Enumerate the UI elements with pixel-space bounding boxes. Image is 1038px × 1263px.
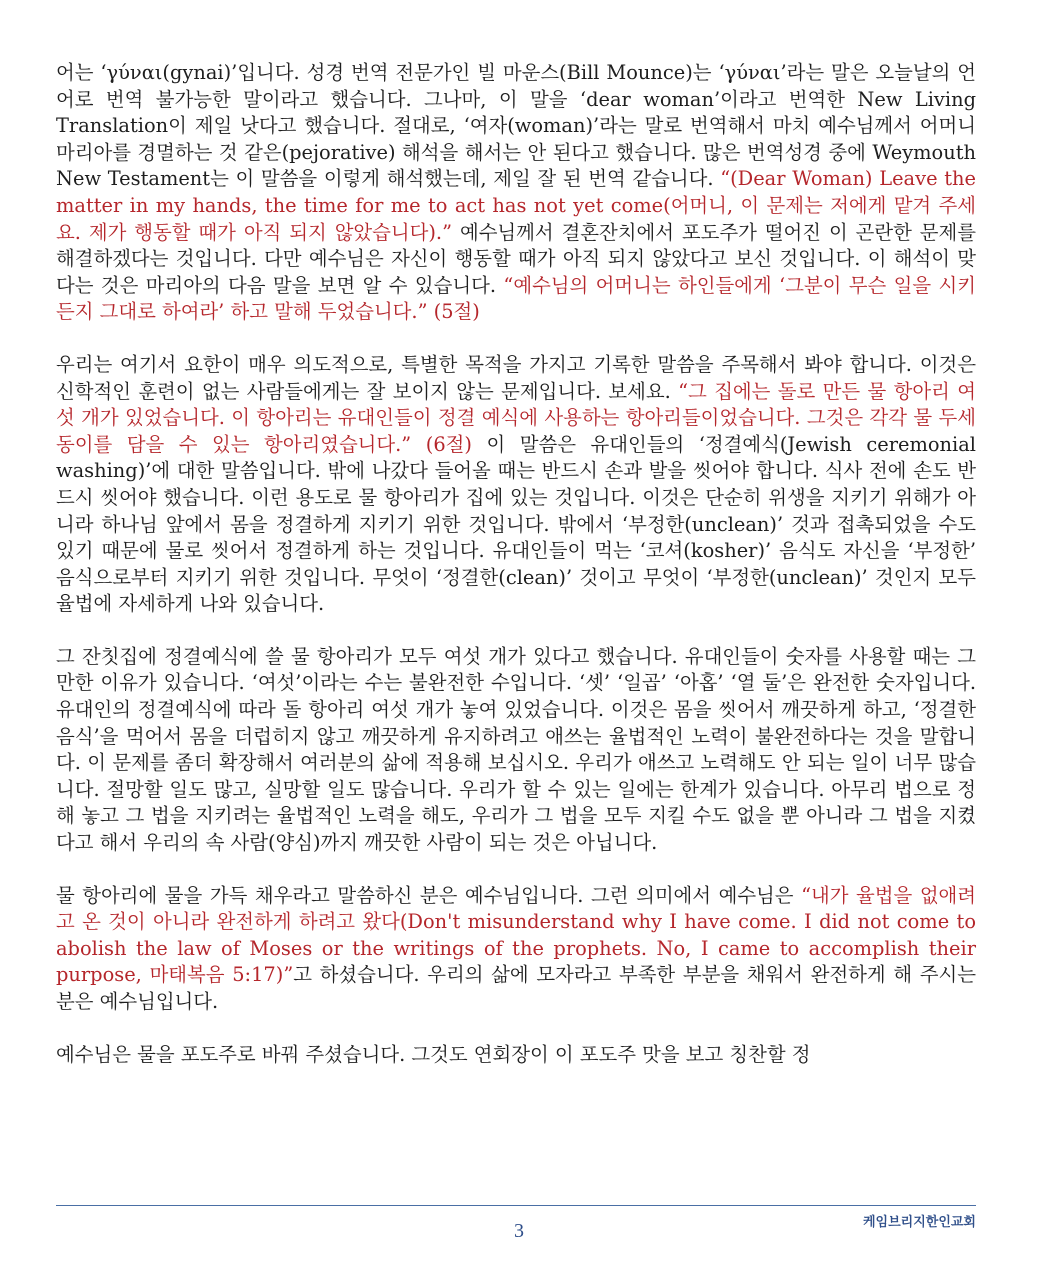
quote-run: “그 집에는 돌로 만든 물 항아리 여섯 개가 있었습니다. 이 항아리는 유대인들이 정결 예식에 사용하는 항아리들이었습니다. 그것은 각각 물 두세 동이를 담을 수 있는 항아리였습니다.” (6절) (56, 379, 976, 456)
quote-run: “내가 율법을 없애려고 온 것이 아니라 완전하게 하려고 왔다(Don't misunderstand why I have come. I did not come to abolish the law of Moses or the writings of the prophets. No, I came to accomplish their purpose, 마태복음 5:17)” (56, 883, 977, 987)
church-name: 케임브리지한인교회 (862, 1215, 976, 1230)
quote-run: “예수님의 어머니는 하인들에게 ‘그분이 무슨 일을 시키든지 그대로 하여라’ 하고 말해 두었습니다.” (5절) (56, 273, 977, 324)
quote-run: “(Dear Woman) Leave the matter in my hands, the time for me to act has not yet come(어머니, 이 문제는 저에게 맡겨 주세요. 제가 행동할 때가 아직 되지 않았습니다).” (56, 167, 976, 244)
paragraph-1 (56, 60, 976, 326)
text-run: 어는 ‘γύναι(gynai)’입니다. 성경 번역 전문가인 빌 마운스(Bill Mounce)는 ‘γύναι’라는 말은 오늘날의 언어로 번역 불가능한 말이라고 했습니다. 그나마, 이 말을 ‘dear woman’이라고 번역한 New Living Translation이 제일 낫다고 했습니다. 절대로, ‘여자(woman)’라는 말로 번역해서 마치 예수님께서 어머니 마리아를 경멸하는 것 같은(pejorative) 해석을 해서는 안 된다고 했습니다. 많은 번역성경 중에 Weymouth New Testament는 이 말씀을 이렇게 해석했는데, 제일 잘 된 번역 같습니다. (56, 61, 976, 191)
paragraph-3 (56, 644, 976, 857)
paragraph-5 (56, 1042, 976, 1069)
footer-divider (56, 1205, 976, 1206)
text-run: 물 항아리에 물을 가득 채우라고 말씀하신 분은 예수님입니다. 그런 의미에서 예수님은 (56, 883, 802, 907)
text-run: 예수님은 물을 포도주로 바꿔 주셨습니다. 그것도 연회장이 이 포도주 맛을 보고 칭찬할 정 (56, 1042, 811, 1066)
paragraph-4 (56, 883, 976, 1016)
text-run: 우리는 여기서 요한이 매우 의도적으로, 특별한 목적을 가지고 기록한 말씀을 주목해서 봐야 합니다. 이것은 신학적인 훈련이 없는 사람들에게는 잘 보이지 않는 문제입니다. 보세요. (56, 352, 976, 403)
paragraph-2 (56, 352, 976, 618)
page-number: 3 (514, 1220, 524, 1242)
page-body (56, 60, 976, 1094)
text-run: 이 말씀은 유대인들의 ‘정결예식(Jewish ceremonial washing)’에 대한 말씀입니다. 밖에 나갔다 들어올 때는 반드시 손과 발을 씻어야 합니다. 식사 전에 손도 반드시 씻어야 했습니다. 이런 용도로 물 항아리가 집에 있는 것입니다. 이것은 단순히 위생을 지키기 위해가 아니라 하나님 앞에서 몸을 정결하게 지키기 위한 것입니다. 밖에서 ‘부정한(unclean)’ 것과 접촉되었을 수도 있기 때문에 물로 씻어서 정결하게 하는 것입니다. 유대인들이 먹는 ‘코셔(kosher)’ 음식도 자신을 ‘부정한’ 음식으로부터 지키기 위한 것입니다. 무엇이 ‘정결한(clean)’ 것이고 무엇이 ‘부정한(unclean)’ 것인지 모두 율법에 자세하게 나와 있습니다. (56, 432, 976, 616)
text-run: 그 잔칫집에 정결예식에 쓸 물 항아리가 모두 여섯 개가 있다고 했습니다. 유대인들이 숫자를 사용할 때는 그만한 이유가 있습니다. ‘여섯’이라는 수는 불완전한 수입니다. ‘셋’ ‘일곱’ ‘아홉’ ‘열 둘’은 완전한 숫자입니다. 유대인의 정결예식에 따라 돌 항아리 여섯 개가 놓여 있었습니다. 이것은 몸을 씻어서 깨끗하게 하고, ‘정결한 음식’을 먹어서 몸을 더럽히지 않고 깨끗하게 유지하려고 애쓰는 율법적인 노력이 불완전하다는 것을 말합니다. 이 문제를 좀더 확장해서 여러분의 삶에 적용해 보십시오. 우리가 애쓰고 노력해도 안 되는 일이 너무 많습니다. 절망할 일도 많고, 실망할 일도 많습니다. 우리가 할 수 있는 일에는 한계가 있습니다. 아무리 법으로 정해 놓고 그 법을 지키려는 율법적인 노력을 해도, 우리가 그 법을 모두 지킬 수도 없을 뿐 아니라 그 법을 지켰다고 해서 우리의 속 사람(양심)까지 깨끗한 사람이 되는 것은 아닙니다. (56, 644, 976, 855)
text-run: 예수님께서 결혼잔치에서 포도주가 떨어진 이 곤란한 문제를 해결하겠다는 것입니다. 다만 예수님은 자신이 행동할 때가 아직 되지 않았다고 보신 것입니다. 이 해석이 맞다는 것은 마리아의 다음 말을 보면 알 수 있습니다. (56, 220, 976, 297)
text-run: 고 하셨습니다. 우리의 삶에 모자라고 부족한 부분을 채워서 완전하게 해 주시는 분은 예수님입니다. (56, 963, 976, 1013)
